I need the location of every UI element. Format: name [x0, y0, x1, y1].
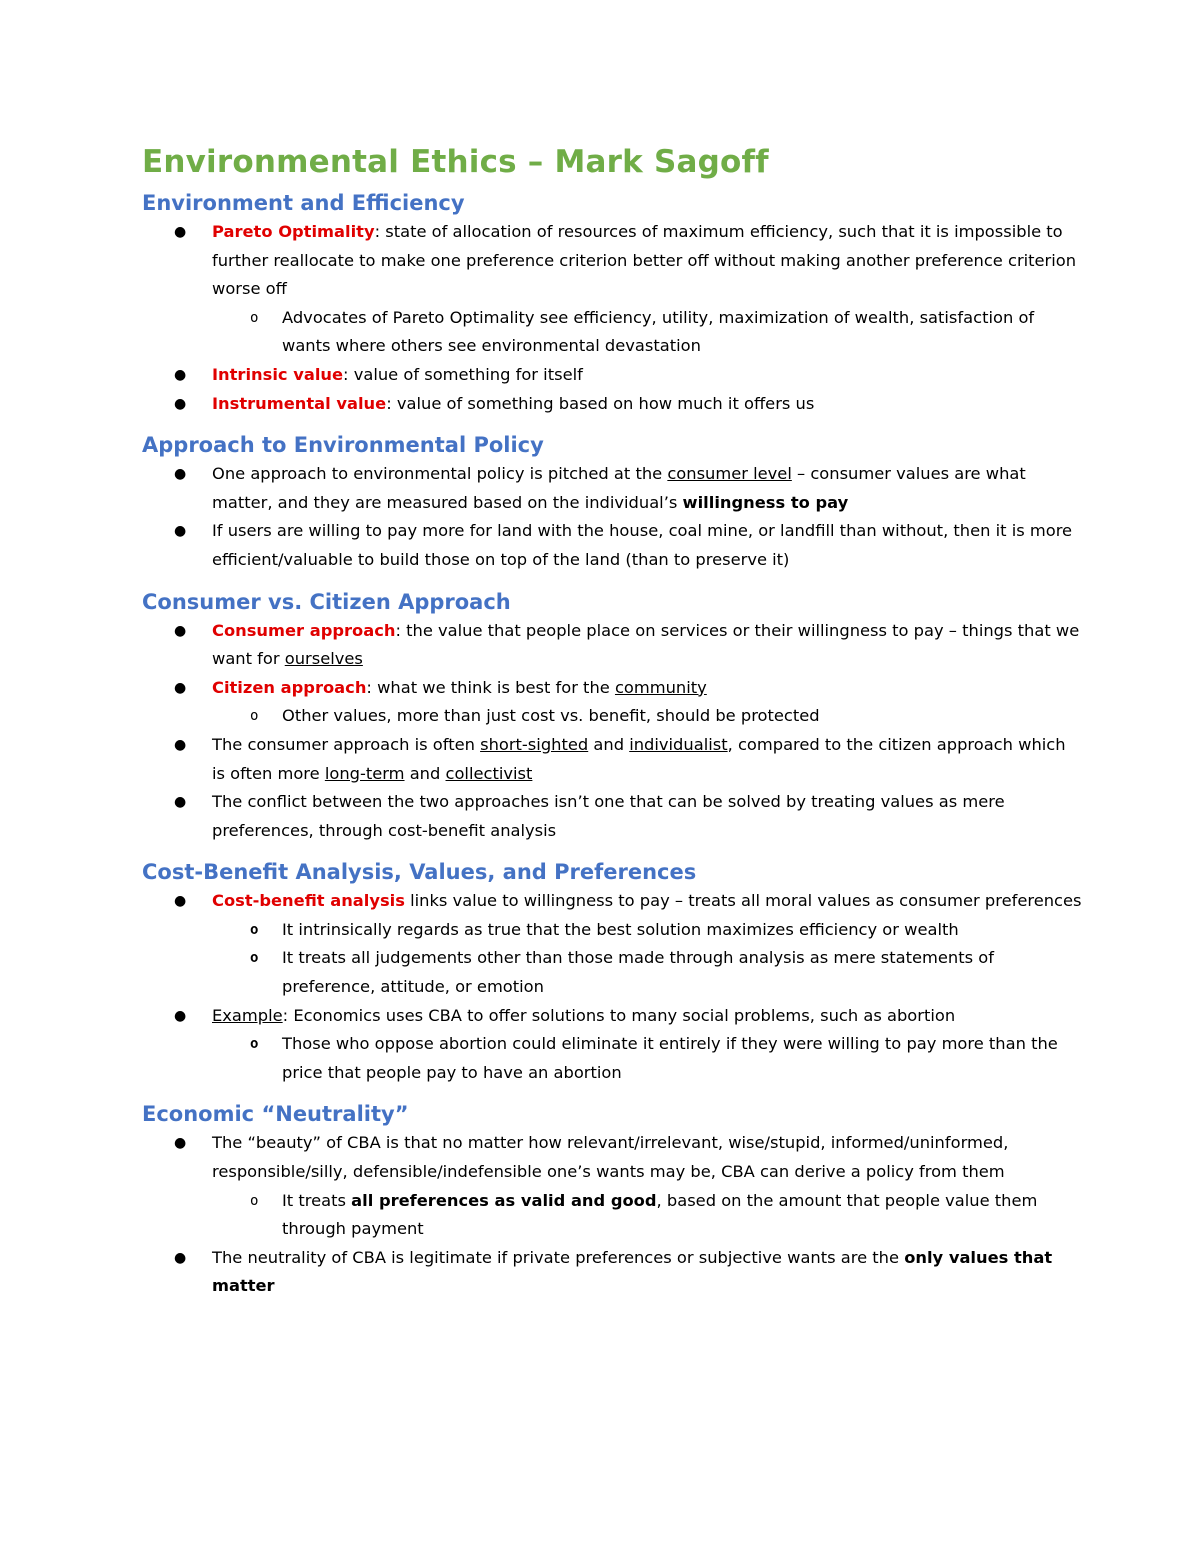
list-item: ● Example: Economics uses CBA to offer solutions to many social problems, such as abortion — [142, 1002, 1082, 1031]
list-item: ● Instrumental value: value of something based on how much it offers us — [142, 390, 1082, 419]
list-item: o It treats all preferences as valid and good, based on the amount that people value them through payment — [142, 1187, 1082, 1244]
list-item: ● Intrinsic value: value of something for itself — [142, 361, 1082, 390]
term: Citizen approach — [212, 677, 367, 697]
bullet-icon: ● — [174, 523, 187, 540]
list-item: ● Consumer approach: the value that people place on services or their willingness to pay – things that we want for ourselves — [142, 617, 1082, 674]
bullet-list — [142, 218, 1082, 418]
term: Cost-benefit analysis — [212, 891, 405, 911]
document-title: Environmental Ethics – Mark Sagoff — [142, 144, 769, 180]
bullet-list — [142, 617, 1082, 846]
bullet-icon: ● — [174, 224, 187, 240]
sub-bullet-icon: o — [250, 921, 259, 938]
term: Intrinsic value — [212, 364, 344, 384]
list-item: o Advocates of Pareto Optimality see efficiency, utility, maximization of wealth, satisfaction of wants where others see environmental devastation — [142, 304, 1082, 361]
list-item: o It intrinsically regards as true that the best solution maximizes efficiency or wealth — [142, 916, 1082, 945]
sub-bullet-icon: o — [250, 950, 259, 967]
bullet-icon: ● — [174, 1249, 187, 1266]
bullet-icon: ● — [174, 466, 187, 483]
list-item: ● The “beauty” of CBA is that no matter how relevant/irrelevant, wise/stupid, informed/uninformed, responsible/silly, defensible/indefensible one’s wants may be, CBA can derive a policy from them — [142, 1129, 1082, 1186]
bullet-icon: ● — [174, 622, 187, 639]
bullet-icon: ● — [174, 1135, 187, 1152]
term: Consumer approach — [212, 620, 396, 640]
bullet-icon: ● — [174, 736, 187, 753]
sub-bullet-icon: o — [250, 708, 259, 725]
sub-bullet-icon: o — [250, 1036, 259, 1053]
list-item: ● One approach to environmental policy is pitched at the consumer level – consumer values are what matter, and they are measured based on the individual’s willingness to pay — [142, 460, 1082, 517]
bullet-icon: ● — [174, 366, 187, 383]
list-item: o Other values, more than just cost vs. benefit, should be protected — [142, 702, 1082, 731]
list-item: ● Cost-benefit analysis links value to willingness to pay – treats all moral values as consumer preferences — [142, 887, 1082, 916]
list-item: ● Citizen approach: what we think is best for the community — [142, 674, 1082, 703]
bullet-icon: ● — [174, 679, 187, 696]
section-heading: Economic “Neutrality” — [142, 1102, 409, 1127]
section-heading: Environment and Efficiency — [142, 191, 465, 215]
sub-bullet-icon: o — [250, 309, 259, 326]
section-heading: Approach to Environmental Policy — [142, 433, 544, 458]
bullet-list — [142, 1129, 1082, 1301]
bullet-icon: ● — [174, 395, 187, 412]
term: Pareto Optimality — [212, 222, 375, 241]
bullet-icon: ● — [174, 794, 187, 811]
bullet-list — [142, 887, 1082, 1087]
section-heading: Consumer vs. Citizen Approach — [142, 589, 511, 614]
document-content — [142, 138, 1082, 1301]
bullet-list — [142, 460, 1082, 574]
bullet-icon: ● — [174, 893, 187, 910]
sub-bullet-icon: o — [250, 1192, 259, 1209]
list-item: ● Pareto Optimality: state of allocation of resources of maximum efficiency, such that it is impossible to further reallocate to make one preference criterion better off without making another preference criterion worse off — [142, 218, 1082, 304]
section-heading: Cost-Benefit Analysis, Values, and Preferences — [142, 860, 697, 885]
list-item: o Those who oppose abortion could eliminate it entirely if they were willing to pay more than the price that people pay to have an abortion — [142, 1030, 1082, 1087]
list-item: ● If users are willing to pay more for land with the house, coal mine, or landfill than without, then it is more efficient/valuable to build those on top of the land (than to preserve it) — [142, 517, 1082, 574]
list-item: ● The conflict between the two approaches isn’t one that can be solved by treating values as mere preferences, through cost-benefit analysis — [142, 788, 1082, 845]
list-item: o It treats all judgements other than those made through analysis as mere statements of preference, attitude, or emotion — [142, 944, 1082, 1001]
term: Instrumental value — [212, 393, 387, 413]
list-item: ● The consumer approach is often short-sighted and individualist, compared to the citizen approach which is often more long-term and collectivist — [142, 731, 1082, 788]
bullet-icon: ● — [174, 1007, 187, 1024]
list-item: ● The neutrality of CBA is legitimate if private preferences or subjective wants are the only values that matter — [142, 1244, 1082, 1301]
